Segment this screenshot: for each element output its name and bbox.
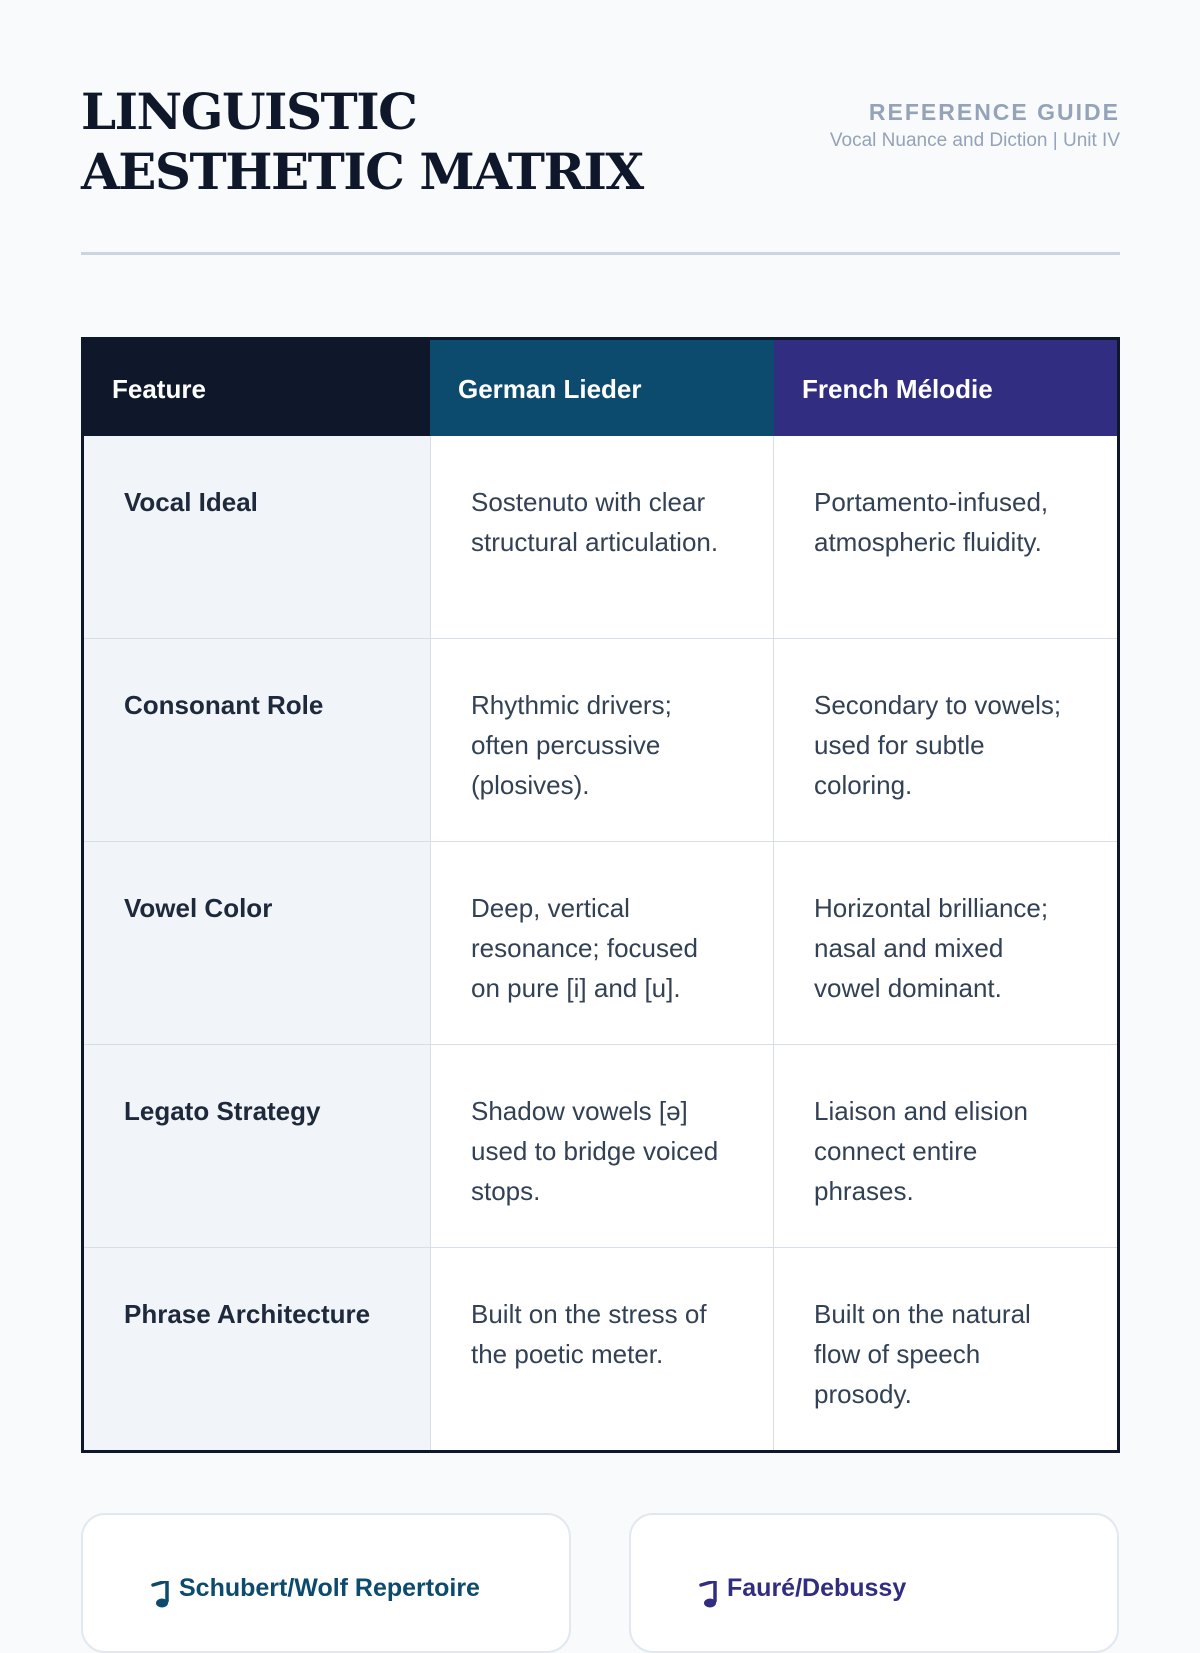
header-meta [760,98,1120,154]
music-note-icon [137,1581,177,1611]
card-title: Fauré/Debussy [727,1574,907,1602]
repertoire-card-french [629,1513,1119,1653]
header-subtitle: Vocal Nuance and Diction | Unit IV [829,130,1120,151]
header [81,82,1120,212]
french-cell: Secondary to vowels; used for subtle coloring. [814,690,1062,800]
feature-cell: Phrase Architecture [84,1248,430,1450]
french-cell: Liaison and elision connect entire phrases. [814,1096,1028,1206]
german-cell: Rhythmic drivers; often percussive (plosives). [430,639,774,841]
reference-label: REFERENCE GUIDE [868,99,1120,125]
french-cell: Portamento-infused, atmospheric fluidity. [814,487,1049,557]
german-cell: Deep, vertical resonance; focused on pure [i] and [u]. [430,842,774,1044]
feature-cell: Legato Strategy [84,1045,430,1247]
german-cell: Shadow vowels [ə] used to bridge voiced stops. [430,1045,774,1247]
table-header-row [84,340,1117,436]
table-row [84,841,1117,1044]
header-divider [81,252,1120,255]
repertoire-card-german [81,1513,571,1653]
french-cell: Horizontal brilliance; nasal and mixed vowel dominant. [814,893,1049,1003]
music-note-icon [685,1581,725,1611]
table-row [84,1247,1117,1450]
comparison-table [81,337,1120,1453]
table-row [84,638,1117,841]
table-row [84,1044,1117,1247]
feature-cell: Vocal Ideal [84,436,430,638]
column-header-feature: Feature [84,340,430,436]
french-cell: Built on the natural flow of speech prosody. [814,1299,1031,1409]
feature-cell: Consonant Role [84,639,430,841]
column-header-german: German Lieder [430,340,774,436]
page-title: LINGUISTIC AESTHETIC MATRIX [81,82,643,201]
card-title: Schubert/Wolf Repertoire [179,1574,480,1602]
table-row [84,436,1117,638]
german-cell: Built on the stress of the poetic meter. [430,1248,774,1450]
german-cell: Sostenuto with clear structural articulation. [430,436,774,638]
column-header-french: French Mélodie [774,340,1117,436]
feature-cell: Vowel Color [84,842,430,1044]
